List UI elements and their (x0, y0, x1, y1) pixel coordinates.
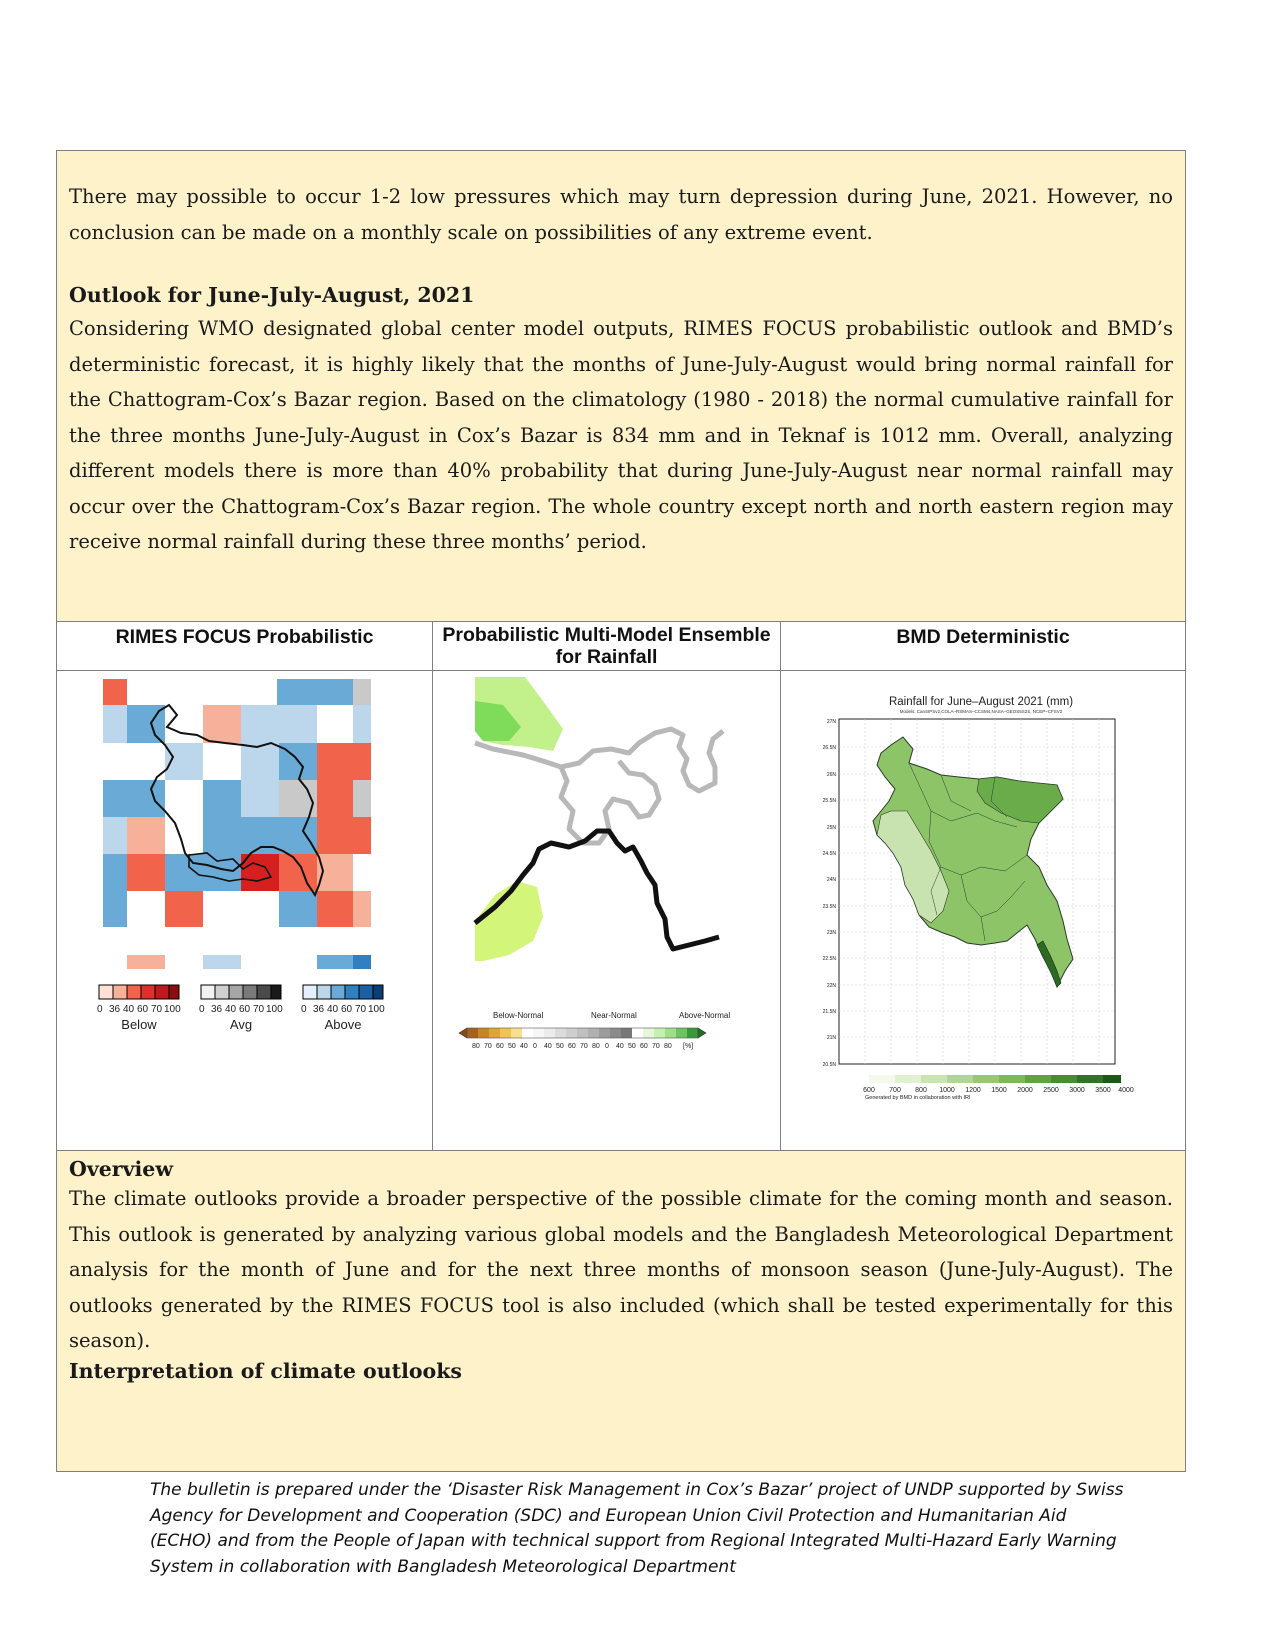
bmd-title: BMD Deterministic (781, 622, 1185, 671)
svg-text:22N: 22N (826, 983, 836, 989)
svg-text:60: 60 (640, 1043, 648, 1050)
outlook-heading: Outlook for June-July-August, 2021 (69, 283, 475, 307)
bmd-map-title: Rainfall for June–August 2021 (mm) (888, 696, 1074, 708)
svg-text:50: 50 (508, 1043, 516, 1050)
mme-title: Probabilistic Multi-Model Ensemble for Rainfall (433, 622, 780, 671)
bmd-column (781, 622, 1185, 1150)
svg-text:36: 36 (313, 1004, 325, 1015)
svg-text:60: 60 (568, 1043, 576, 1050)
svg-text:0: 0 (533, 1043, 537, 1050)
svg-text:800: 800 (915, 1087, 927, 1094)
svg-text:2500: 2500 (1043, 1087, 1059, 1094)
svg-text:23.5N: 23.5N (822, 904, 836, 910)
figure-table (57, 621, 1185, 1151)
svg-text:21N: 21N (826, 1035, 836, 1041)
svg-text:26N: 26N (826, 772, 836, 778)
svg-text:20.5N: 20.5N (822, 1062, 836, 1068)
svg-text:80: 80 (664, 1043, 672, 1050)
svg-text:25.5N: 25.5N (822, 798, 836, 804)
rimes-legend (97, 985, 385, 1032)
svg-text:100: 100 (368, 1004, 385, 1015)
svg-text:60: 60 (239, 1004, 251, 1015)
svg-text:36: 36 (211, 1004, 223, 1015)
svg-text:100: 100 (164, 1004, 181, 1015)
svg-text:80: 80 (472, 1043, 480, 1050)
svg-text:70: 70 (355, 1004, 367, 1015)
svg-text:70: 70 (580, 1043, 588, 1050)
svg-text:27N: 27N (826, 719, 836, 725)
interpretation-heading: Interpretation of climate outlooks (69, 1359, 462, 1383)
svg-text:36: 36 (109, 1004, 121, 1015)
rimes-title: RIMES FOCUS Probabilistic (57, 622, 432, 671)
svg-text:0: 0 (605, 1043, 609, 1050)
svg-text:600: 600 (863, 1087, 875, 1094)
above-colorbar (303, 985, 383, 999)
svg-text:100: 100 (266, 1004, 283, 1015)
svg-text:21.5N: 21.5N (822, 1009, 836, 1015)
svg-text:3000: 3000 (1069, 1087, 1085, 1094)
svg-text:700: 700 (889, 1087, 901, 1094)
svg-text:40: 40 (225, 1004, 237, 1015)
mme-probability-map (433, 671, 780, 1149)
rimes-column (57, 622, 433, 1150)
bmd-rainfall-map (781, 671, 1184, 1149)
svg-text:0: 0 (97, 1004, 103, 1015)
svg-text:1200: 1200 (965, 1087, 981, 1094)
svg-text:25N: 25N (826, 825, 836, 831)
svg-text:40: 40 (520, 1043, 528, 1050)
svg-text:40: 40 (327, 1004, 339, 1015)
svg-text:0: 0 (199, 1004, 205, 1015)
svg-text:50: 50 (628, 1043, 636, 1050)
probability-grid (103, 679, 371, 927)
bmd-models: Models: CanSIPSv2,COLA–RSMAS–CCSM4,NASA–GEOS5S2S, NCEP–CFSV2 (899, 709, 1063, 714)
legend-below-normal: Below-Normal (493, 1011, 544, 1020)
svg-text:[%]: [%] (683, 1043, 694, 1050)
mme-legend-ticks (472, 1043, 693, 1050)
svg-text:70: 70 (652, 1043, 660, 1050)
svg-text:70: 70 (151, 1004, 163, 1015)
legend-above-label: Above (324, 1017, 362, 1032)
mme-column (433, 622, 781, 1150)
svg-text:60: 60 (137, 1004, 149, 1015)
svg-text:26.5N: 26.5N (822, 745, 836, 751)
bmd-colorbar-ticks (863, 1087, 1134, 1094)
svg-text:4000: 4000 (1118, 1087, 1134, 1094)
svg-text:40: 40 (616, 1043, 624, 1050)
legend-above-normal: Above-Normal (679, 1011, 731, 1020)
svg-text:1500: 1500 (991, 1087, 1007, 1094)
svg-text:1000: 1000 (939, 1087, 955, 1094)
svg-text:50: 50 (556, 1043, 564, 1050)
mme-legend (459, 1011, 730, 1050)
svg-text:70: 70 (484, 1043, 492, 1050)
below-colorbar (99, 985, 179, 999)
country-borders (475, 729, 723, 843)
avg-colorbar (201, 985, 281, 999)
bmd-lat-ticks (823, 719, 837, 1068)
bmd-credit: Generated by BMD in collaboration with IRI (865, 1095, 971, 1101)
svg-text:40: 40 (123, 1004, 135, 1015)
bmd-colorbar (869, 1075, 1121, 1083)
svg-text:23N: 23N (826, 930, 836, 936)
rimes-legend-ticks (97, 1004, 385, 1015)
svg-text:24N: 24N (826, 877, 836, 883)
legend-below-label: Below (121, 1017, 157, 1032)
svg-text:24.5N: 24.5N (822, 851, 836, 857)
bulletin-footer: The bulletin is prepared under the ‘Disaster Risk Management in Cox’s Bazar’ project of UNDP supported by Swiss Agency for Development and Cooperation (SDC) and European Union Civil Protection and Humanitarian Aid (ECHO) and from the People of Japan with technical support from Regional Integrated Multi-Hazard Early Warning System in collaboration with Bangladesh Meteorological Department (150, 1480, 1124, 1577)
svg-text:60: 60 (341, 1004, 353, 1015)
svg-text:70: 70 (253, 1004, 265, 1015)
overview-paragraph: The climate outlooks provide a broader perspective of the possible climate for the coming month and season. This outlook is generated by analyzing various global models and the Bangladesh Meteorological Department analysis for the month of June and for the next three months of monsoon season (June-July-August). The outlooks generated by the RIMES FOCUS tool is also included (which shall be tested experimentally for this season). (69, 1187, 1173, 1352)
intro-paragraph: There may possible to occur 1-2 low pressures which may turn depression during June, 2021. However, no conclusion can be made on a monthly scale on possibilities of any extreme event. (69, 185, 1173, 244)
legend-near-normal: Near-Normal (591, 1011, 637, 1020)
outlook-box (56, 150, 1186, 1472)
rimes-probabilistic-map (57, 671, 432, 1149)
svg-text:2000: 2000 (1017, 1087, 1033, 1094)
svg-text:40: 40 (544, 1043, 552, 1050)
legend-avg-label: Avg (229, 1017, 253, 1032)
svg-text:0: 0 (301, 1004, 307, 1015)
outlook-paragraph: Considering WMO designated global center model outputs, RIMES FOCUS probabilistic outlook and BMD’s deterministic forecast, it is highly likely that the months of June-July-August would bring normal rainfall for the Chattogram-Cox’s Bazar region. Based on the climatology (1980 - 2018) the normal cumulative rainfall for the three months June-July-August in Cox’s Bazar is 834 mm and in Teknaf is 1012 mm. Overall, analyzing different models there is more than 40% probability that during June-July-August near normal rainfall may occur over the Chattogram-Cox’s Bazar region. The whole country except north and north eastern region may receive normal rainfall during these three months’ period. (69, 317, 1173, 553)
svg-text:22.5N: 22.5N (822, 956, 836, 962)
overview-heading: Overview (69, 1157, 174, 1181)
svg-text:80: 80 (592, 1043, 600, 1050)
rimes-color-samples (127, 955, 371, 969)
svg-text:3500: 3500 (1095, 1087, 1111, 1094)
svg-text:60: 60 (496, 1043, 504, 1050)
